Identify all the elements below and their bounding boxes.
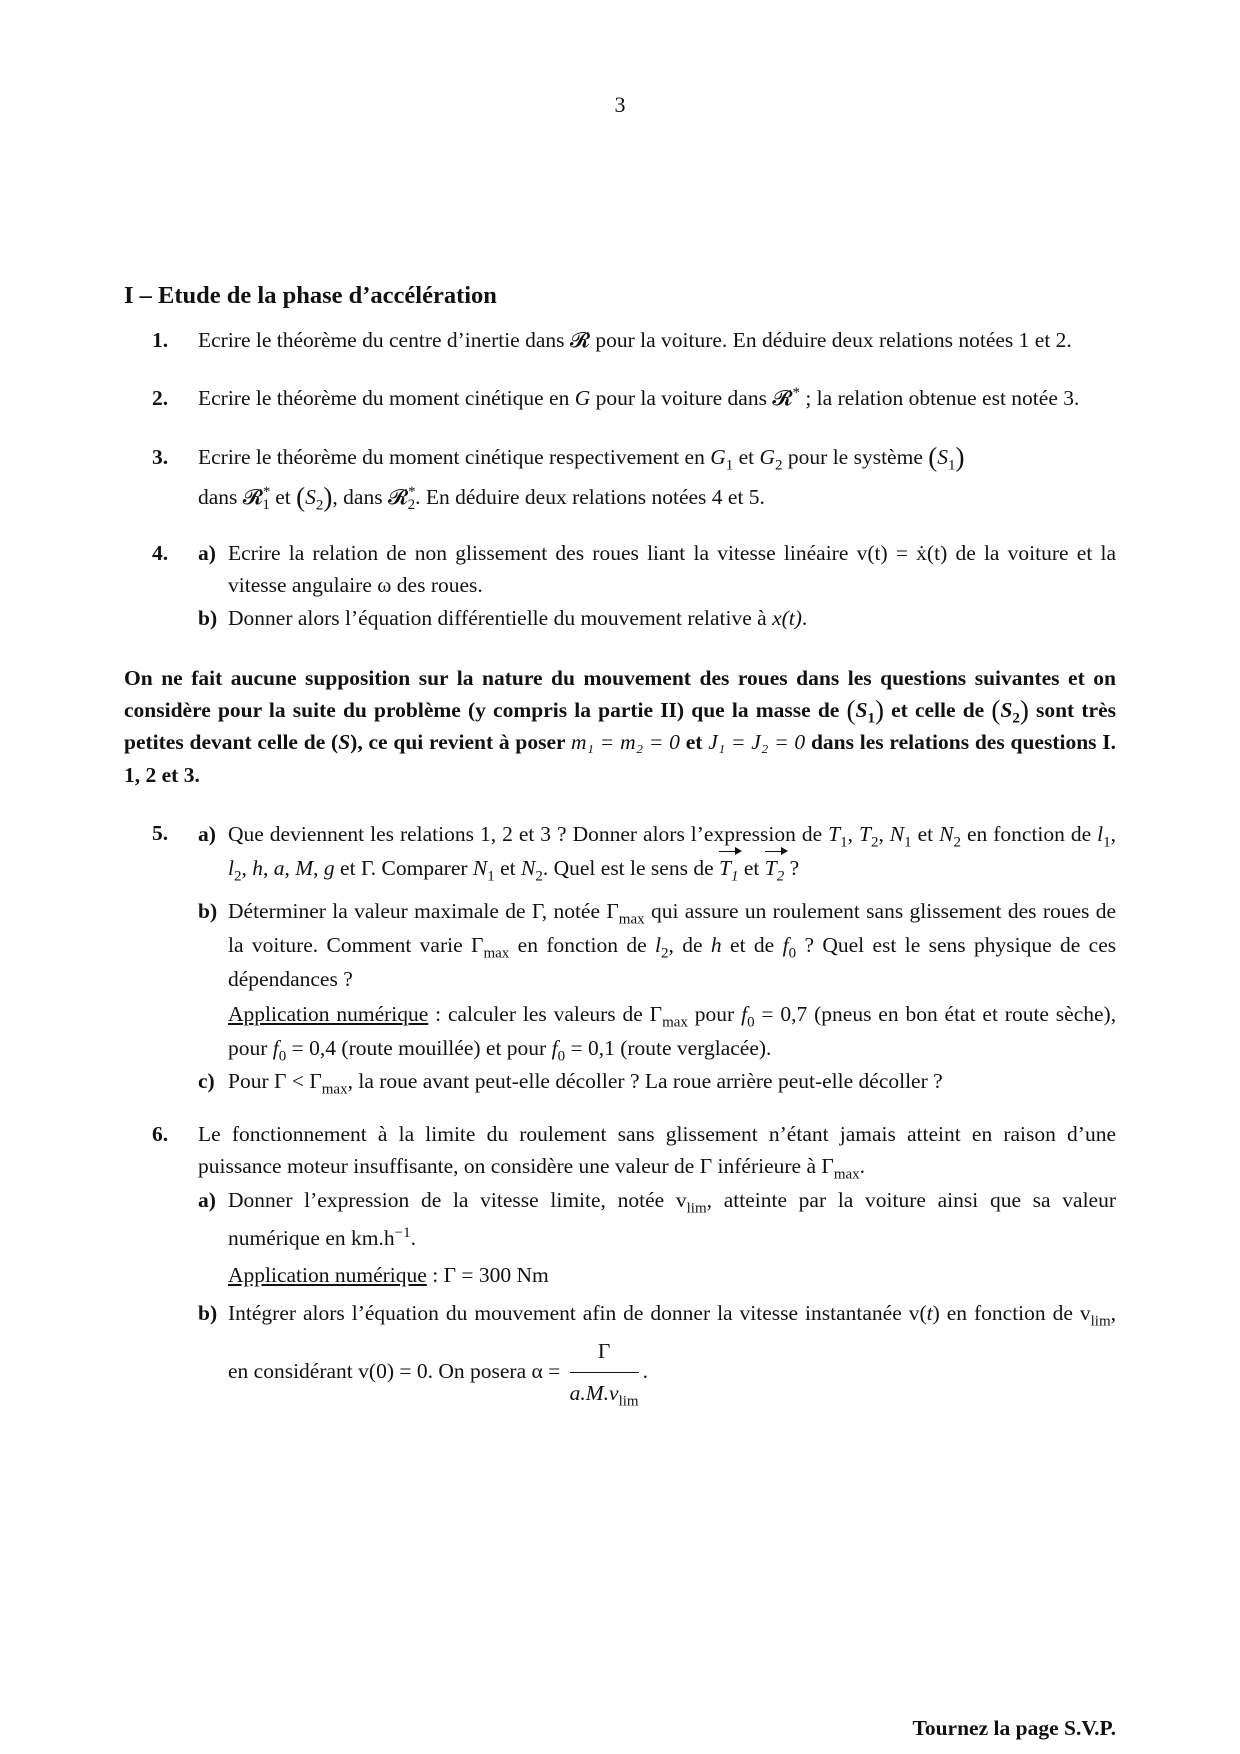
- question-5: [124, 817, 1116, 1098]
- footer-turn-page: Tournez la page S.V.P.: [912, 1716, 1116, 1740]
- hypothesis-note: On ne fait aucune supposition sur la nature du mouvement des roues dans les questions suivantes et on considère pour la suite du problème (y compris la partie II) que la masse de $(S_1)$ et celle de $(S_2)$ sont très petites devant celle de (S), ce qui revient à poser m₁ = m₂ = 0 et J₁ = J₂ = 0 dans les relations des questions I. 1, 2 et 3.: [124, 665, 1117, 787]
- content: [124, 324, 1116, 1413]
- question-4b: b) Donner alors l’équation différentielle du mouvement relative à x(t).: [198, 605, 808, 630]
- alpha-fraction: $\frac{\Gamma}{a.M.v_{lim}}$: [570, 1333, 639, 1413]
- question-number: 6.: [152, 1121, 169, 1146]
- question-6b: b) Intégrer alors l’équation du mouvement afin de donner la vitesse instantanée v(t) en fonction de $v_{lim}$, en considérant v(0) = 0. On posera α = $\frac{\Gamma}{a.M.v_{lim}}$ .: [198, 1295, 1116, 1413]
- question-3: 3. Ecrire le théorème du moment cinétique respectivement en $G_1$ et $G_2$ pour le système $(S_1)$ dans 𝓡*$_1$ et $(S_2)$, dans 𝓡*$_2$. En déduire deux relations notées 4 et 5.: [152, 441, 965, 514]
- application-label: Application numérique: [228, 1001, 429, 1026]
- question-4a: a) Ecrire la relation de non glissement des roues liant la vitesse linéaire v(t) = ẋ(t) de la voiture et la vitesse angulaire ω des roues.: [198, 541, 1117, 598]
- question-1: 1. Ecrire le théorème du centre d’inertie dans 𝓡 pour la voiture. En déduire deux relations notées 1 et 2.: [124, 324, 1116, 356]
- question-5a: a) Que deviennent les relations 1, 2 et 3 ? Donner alors l’expression de $T_1$, $T_2$, $N_1$ et $N_2$ en fonction de $l_1$, $l_2$, h, a, M, g et Γ. Comparer $N_1$ et $N_2$. Quel est le sens de $T_1$ et $T_2$ ?: [198, 821, 1117, 885]
- question-2: 2. Ecrire le théorème du moment cinétique en G pour la voiture dans 𝓡* ; la relation obtenue est notée 3.: [124, 382, 1116, 414]
- question-number: 2.: [152, 386, 169, 411]
- question-5b: b) Déterminer la valeur maximale de Γ, notée $\Gamma_{max}$ qui assure un roulement sans glissement des roues de la voiture. Comment varie $\Gamma_{max}$ en fonction de $l_2$, de h et de $f_0$ ? Quel est le sens physique de ces dépendances ? Application numérique : calculer les valeurs de $\Gamma_{max}$ pour $f_0 = 0,7$ (pneus en bon état et route sèche), pour $f_0 = 0,4$ (route mouillée) et pour $f_0 = 0,1$ (route verglacée).: [198, 898, 1117, 1065]
- question-4: [124, 537, 1116, 634]
- question-6: 6. Le fonctionnement à la limite du roulement sans glissement n’étant jamais atteint en raison d’une puissance moteur insuffisante, on considère une valeur de Γ inférieure à $\Gamma_{max}$. a) Donner l’expression de la vitesse limite, notée $v_{lim}$, atteinte par la voiture ainsi que sa valeur numérique en $km.h^{-1}$. Application numérique : Γ = 300 Nm b) Intégrer alors l’équation du mouvement afin de donner la vitesse instantanée v(t) en fonction de $v_{lim}$, en considérant v(0) = 0. On posera α = $\frac{\Gamma}{a.M.v_{lim}}$ .: [124, 1118, 1116, 1413]
- question-6a: a) Donner l’expression de la vitesse limite, notée $v_{lim}$, atteinte par la voiture ainsi que sa valeur numérique en $km.h^{-1}$. Application numérique : Γ = 300 Nm: [198, 1188, 1117, 1288]
- question-number: 1.: [152, 328, 169, 352]
- question-number: 5.: [152, 820, 169, 845]
- application-label: Application numérique: [228, 1263, 427, 1288]
- page-number: 3: [614, 92, 626, 117]
- question-number: 4.: [152, 541, 169, 565]
- section-title: I – Etude de la phase d’accélération: [124, 282, 497, 309]
- question-number: 3.: [152, 444, 169, 469]
- question-5c: c) Pour $\Gamma < \Gamma_{max}$, la roue avant peut-elle décoller ? La roue arrière peut-elle décoller ?: [198, 1069, 943, 1098]
